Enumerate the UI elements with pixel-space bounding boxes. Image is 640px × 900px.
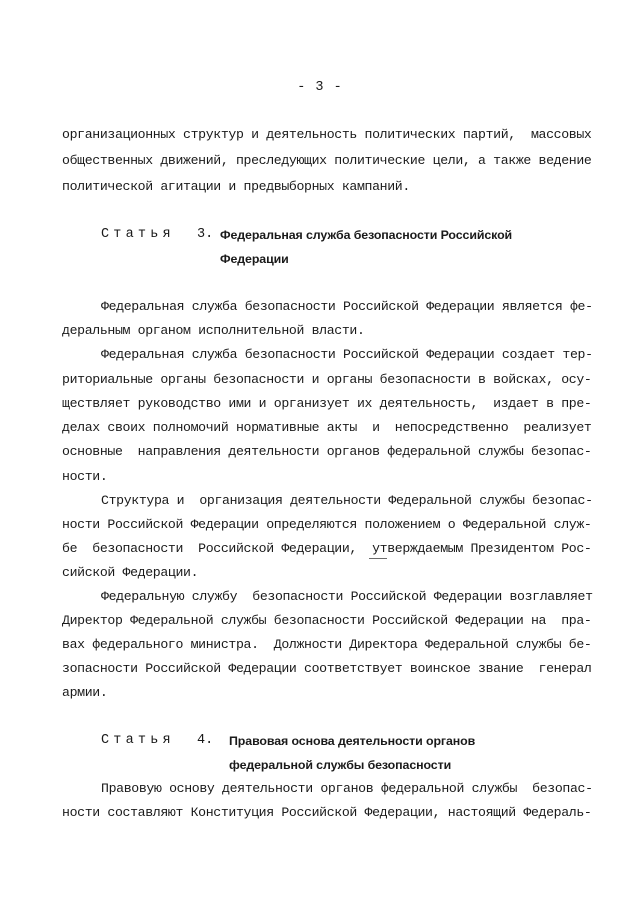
article-3-p4-line-2: Директор Федеральной службы безопасности Российской Федерации на пра- — [62, 613, 592, 628]
article-3-p3-line-1: Структура и организация деятельности Федеральной службы безопас- — [101, 493, 593, 508]
article-4-p1-line-1: Правовую основу деятельности органов федеральной службы безопас- — [101, 781, 593, 796]
article-3-p2-line-2: риториальные органы безопасности и органы безопасности в войсках, осу- — [62, 372, 592, 387]
article-4-title-line-1: Правовая основа деятельности органов — [229, 734, 476, 748]
article-3-p2-line-4: делах своих полномочий нормативные акты и непосредственно реализует — [62, 420, 592, 435]
intro-line-2: общественных движений, преследующих политические цели, а также ведение — [62, 153, 592, 168]
article-4-word: Статья — [101, 733, 175, 748]
article-4-number: 4. — [197, 733, 214, 748]
article-3-p1-line-2: деральным органом исполнительной власти. — [62, 323, 365, 338]
pen-underline-mark — [369, 558, 387, 559]
intro-line-3: политической агитации и предвыборных кампаний. — [62, 179, 410, 194]
article-3-p4-line-4: зопасности Российской Федерации соответствует воинское звание генерал — [62, 661, 592, 676]
article-3-number: 3. — [197, 227, 214, 242]
article-3-p2-line-6: ности. — [62, 469, 108, 484]
article-3-title-line-2: Федерации — [220, 252, 289, 266]
article-4-title-line-2: федеральной службы безопасности — [229, 758, 452, 772]
article-3-p4-line-3: вах федерального министра. Должности Директора Федеральной службы бе- — [62, 637, 592, 652]
page-number: - 3 - — [297, 80, 343, 95]
article-4-p1-line-2: ности составляют Конституция Российской Федерации, настоящий Федераль- — [62, 805, 592, 820]
article-3-p1-line-1: Федеральная служба безопасности Российской Федерации является фе- — [101, 299, 593, 314]
article-3-p3-line-3: бе безопасности Российской Федерации, утверждаемым Президентом Рос- — [62, 541, 592, 556]
article-3-p3-line-4: сийской Федерации. — [62, 565, 199, 580]
article-3-p4-line-5: армии. — [62, 685, 108, 700]
intro-line-1: организационных структур и деятельность политических партий, массовых — [62, 127, 592, 142]
article-3-title-line-1: Федеральная служба безопасности Российской — [220, 228, 513, 242]
article-3-p2-line-3: ществляет руководство ими и организует их деятельность, издает в пре- — [62, 396, 592, 411]
article-3-p2-line-1: Федеральная служба безопасности Российской Федерации создает тер- — [101, 347, 593, 362]
article-3-p4-line-1: Федеральную службу безопасности Российской Федерации возглавляет — [101, 589, 593, 604]
article-3-p3-line-2: ности Российской Федерации определяются положением о Федеральной служ- — [62, 517, 592, 532]
article-3-word: Статья — [101, 227, 175, 242]
article-3-p2-line-5: основные направления деятельности органов федеральной службы безопас- — [62, 444, 592, 459]
